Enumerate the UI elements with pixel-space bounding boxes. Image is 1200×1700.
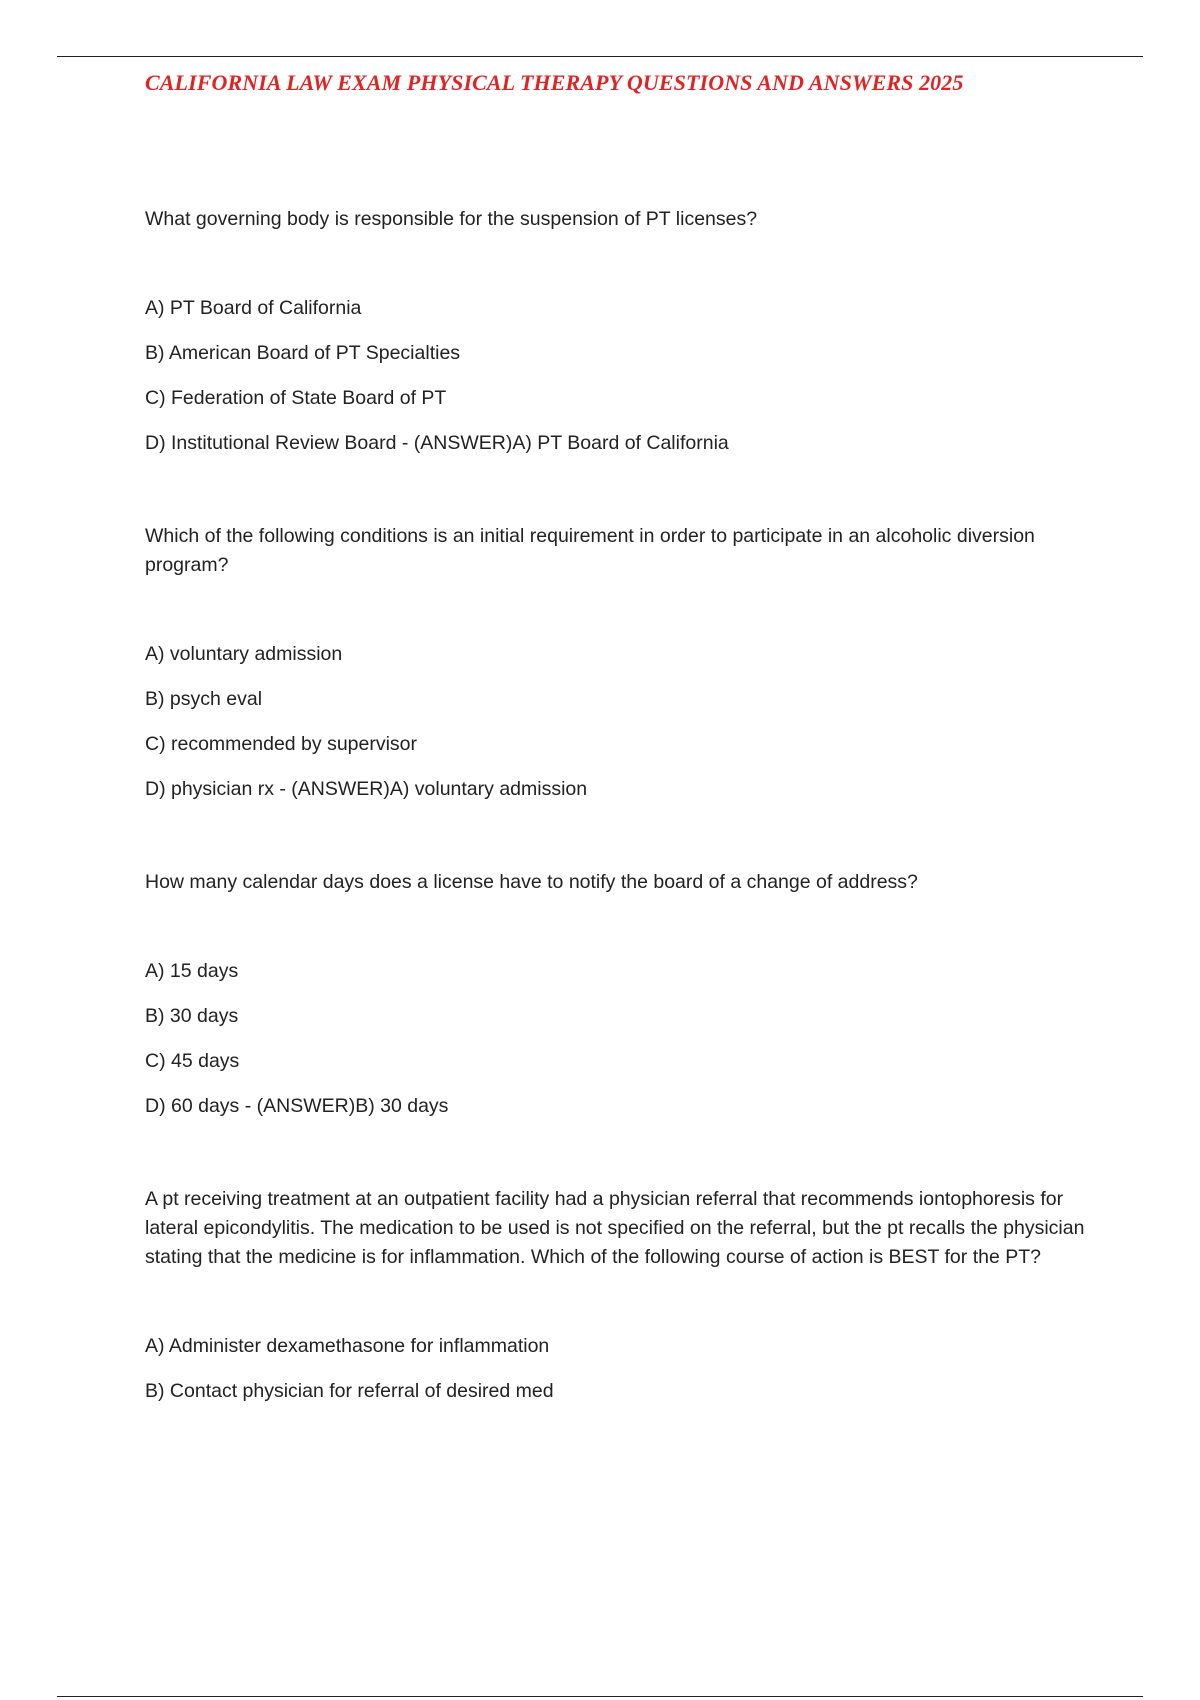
question-text: Which of the following conditions is an initial requirement in order to participate in an alcoholic diversion program? <box>145 525 1035 576</box>
answer-option: D) 60 days - (ANSWER)B) 30 days <box>145 1095 449 1117</box>
answer-option: C) 45 days <box>145 1050 240 1072</box>
question-block <box>145 522 1090 804</box>
question-block <box>145 205 1090 458</box>
question-text: What governing body is responsible for the suspension of PT licenses? <box>145 208 758 230</box>
question-text: How many calendar days does a license have to notify the board of a change of address? <box>145 871 918 893</box>
top-rule <box>57 56 1143 57</box>
question-block <box>145 1185 1090 1406</box>
answer-option: B) 30 days <box>145 1005 239 1027</box>
answer-option: D) Institutional Review Board - (ANSWER)A) PT Board of California <box>145 432 729 454</box>
question-text: A pt receiving treatment at an outpatient facility had a physician referral that recommends iontophoresis for lateral epicondylitis. The medication to be used is not specified on the referral, but the pt recalls the physician stating that the medicine is for inflammation. Which of the following course of action is BEST for the PT? <box>145 1188 1085 1268</box>
answer-option: A) voluntary admission <box>145 643 343 665</box>
answer-option: C) recommended by supervisor <box>145 733 418 755</box>
answer-option: B) Contact physician for referral of desired med <box>145 1380 554 1402</box>
answer-options <box>145 957 1090 1121</box>
document-title: CALIFORNIA LAW EXAM PHYSICAL THERAPY QUESTIONS AND ANSWERS 2025 <box>145 70 964 95</box>
answer-option: B) American Board of PT Specialties <box>145 342 461 364</box>
answer-option: C) Federation of State Board of PT <box>145 387 447 409</box>
question-block <box>145 868 1090 1121</box>
answer-option: A) PT Board of California <box>145 297 362 319</box>
answer-option: A) 15 days <box>145 960 239 982</box>
answer-option: B) psych eval <box>145 688 263 710</box>
answer-options <box>145 640 1090 804</box>
answer-options <box>145 1332 1090 1406</box>
answer-option: A) Administer dexamethasone for inflammation <box>145 1335 550 1357</box>
answer-options <box>145 294 1090 458</box>
answer-option: D) physician rx - (ANSWER)A) voluntary admission <box>145 778 588 800</box>
bottom-rule <box>57 1696 1143 1697</box>
question-list <box>145 205 1090 1470</box>
